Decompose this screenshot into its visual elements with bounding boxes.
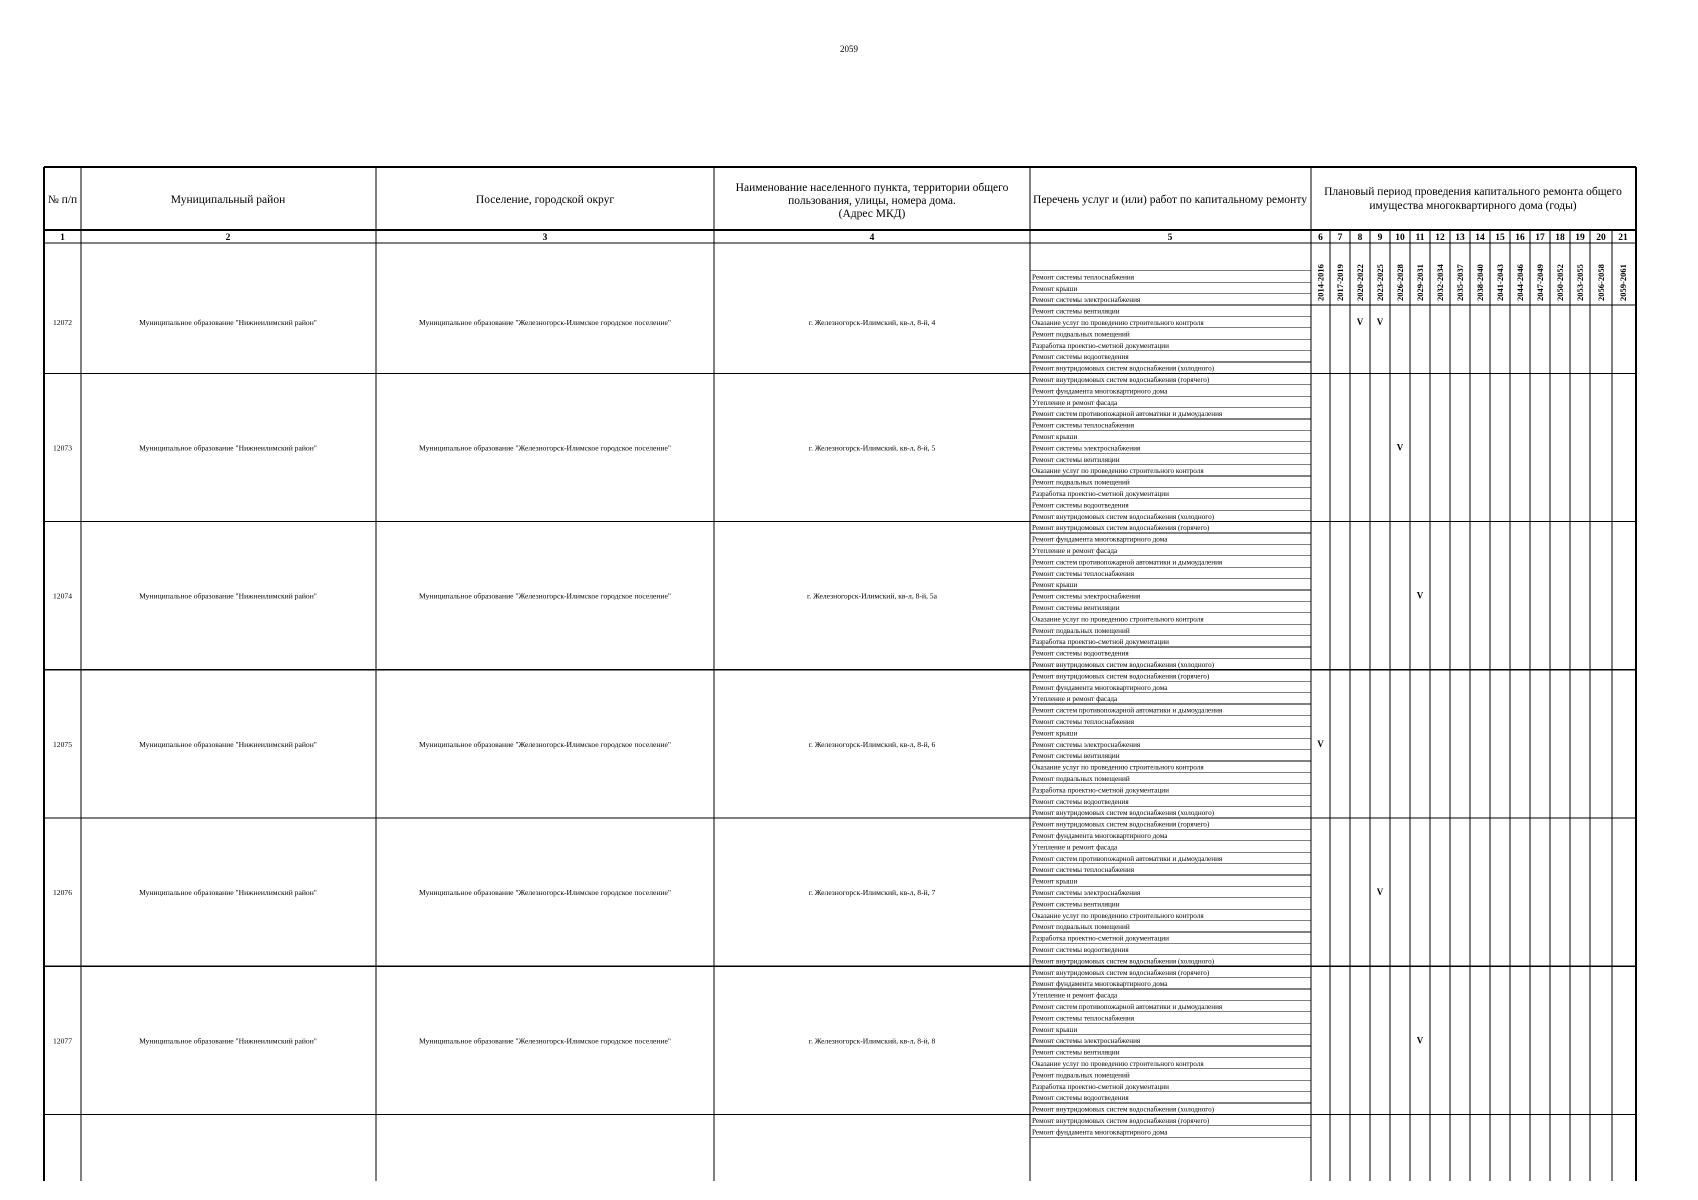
row-district: Муниципальное образование "Нижнеилимский район" (139, 443, 317, 453)
column-number: 7 (1337, 233, 1343, 243)
row-address: г. Железногорск-Илимский, кв-л, 8-й, 7 (808, 888, 936, 898)
row-address: г. Железногорск-Илимский, кв-л, 8-й, 5 (808, 443, 936, 453)
work-item: Ремонт системы электроснабжения (1032, 1037, 1141, 1046)
period-label: 2041-2043 (1495, 264, 1505, 301)
row-settlement: Муниципальное образование "Железногорск-Илимское городское поселение" (419, 1036, 671, 1046)
row-address: г. Железногорск-Илимский, кв-л, 8-й, 6 (808, 739, 936, 749)
work-item: Ремонт фундамента многоквартирного дома (1032, 980, 1168, 989)
page-number: 2059 (840, 44, 858, 54)
work-item: Ремонт крыши (1032, 581, 1078, 590)
work-item: Ремонт системы электроснабжения (1032, 592, 1141, 601)
work-item: Ремонт крыши (1032, 1025, 1078, 1034)
work-item: Разработка проектно-сметной документации (1032, 786, 1169, 795)
work-item: Ремонт фундамента многоквартирного дома (1032, 683, 1168, 692)
work-item: Разработка проектно-сметной документации (1032, 1082, 1169, 1091)
row-district: Муниципальное образование "Нижнеилимский район" (139, 888, 317, 898)
work-item: Оказание услуг по проведению строительного контроля (1032, 763, 1204, 772)
work-item: Ремонт фундамента многоквартирного дома (1032, 535, 1168, 544)
work-item: Ремонт систем противопожарной автоматики и дымоудаления (1032, 1003, 1223, 1011)
column-number: 12 (1435, 233, 1445, 243)
work-item: Разработка проектно-сметной документации (1032, 341, 1169, 350)
work-item: Оказание услуг по проведению строительного контроля (1032, 467, 1204, 476)
column-number: 10 (1395, 233, 1405, 243)
work-item: Оказание услуг по проведению строительного контроля (1032, 1060, 1204, 1068)
header-col-no: № п/п (47, 194, 78, 206)
column-number: 8 (1357, 233, 1363, 243)
work-item: Ремонт системы теплоснабжения (1032, 866, 1135, 875)
work-item: Ремонт систем противопожарной автоматики и дымоудаления (1032, 410, 1223, 419)
column-number: 5 (1167, 233, 1173, 243)
work-item: Ремонт фундамента многоквартирного дома (1032, 832, 1168, 840)
work-item: Утепление и ремонт фасада (1032, 547, 1118, 555)
work-item: Ремонт системы вентиляции (1032, 455, 1120, 464)
row-settlement: Муниципальное образование "Железногорск-Илимское городское поселение" (419, 318, 671, 328)
row-number: 12073 (53, 443, 72, 453)
period-label: 2056-2058 (1596, 264, 1606, 301)
row-address: г. Железногорск-Илимский, кв-л, 8-й, 5а (807, 591, 937, 601)
row-settlement: Муниципальное образование "Железногорск-Илимское городское поселение" (419, 443, 671, 453)
period-label: 2044-2046 (1515, 264, 1525, 301)
row-address: г. Железногорск-Илимский, кв-л, 8-й, 4 (808, 318, 936, 328)
period-label: 2023-2025 (1375, 264, 1385, 301)
row-district: Муниципальное образование "Нижнеилимский район" (139, 591, 317, 601)
work-item: Ремонт системы электроснабжения (1032, 740, 1141, 749)
work-item: Ремонт подвальных помещений (1032, 626, 1130, 635)
column-number: 16 (1515, 233, 1525, 243)
row-number: 12074 (53, 591, 72, 601)
work-item: Ремонт подвальных помещений (1032, 923, 1130, 932)
work-item: Разработка проектно-сметной документации (1032, 934, 1169, 943)
work-item: Ремонт крыши (1032, 877, 1078, 886)
work-item: Утепление и ремонт фасада (1032, 695, 1118, 704)
work-item: Ремонт внутридомовых систем водоснабжения (горячего) (1032, 376, 1210, 384)
work-item: Разработка проектно-сметной документации (1032, 638, 1169, 647)
work-item: Ремонт системы водоотведения (1032, 649, 1129, 658)
period-mark: V (1376, 317, 1384, 328)
column-number: 18 (1555, 233, 1565, 243)
period-mark: V (1356, 317, 1364, 328)
work-item: Ремонт системы теплоснабжения (1032, 569, 1135, 578)
column-number: 2 (225, 233, 231, 243)
row-number: 12076 (53, 888, 72, 898)
row-number: 12075 (53, 739, 72, 749)
work-item: Ремонт системы вентиляции (1032, 604, 1120, 612)
column-number: 1 (60, 233, 65, 243)
period-mark: V (1416, 590, 1424, 601)
work-item: Оказание услуг по проведению строительного контроля (1032, 319, 1204, 327)
work-item: Ремонт внутридомовых систем водоснабжения (горячего) (1032, 820, 1210, 829)
row-settlement: Муниципальное образование "Железногорск-Илимское городское поселение" (419, 739, 671, 749)
period-label: 2035-2037 (1455, 264, 1465, 301)
work-item: Ремонт системы теплоснабжения (1032, 718, 1135, 726)
row-number: 12077 (53, 1036, 72, 1046)
period-label: 2032-2034 (1435, 264, 1445, 301)
work-item: Ремонт системы водоотведения (1032, 797, 1129, 806)
period-label: 2038-2040 (1475, 264, 1485, 301)
work-item: Ремонт системы электроснабжения (1032, 444, 1141, 453)
period-label: 2017-2019 (1335, 264, 1345, 301)
header-col-works: Перечень услуг и (или) работ по капитальному ремонту (1033, 194, 1307, 206)
header-col-address: пользования, улицы, номера дома. (788, 195, 956, 207)
work-item: Ремонт системы водоотведения (1032, 1094, 1129, 1103)
column-number: 9 (1377, 233, 1383, 243)
period-label: 2026-2028 (1395, 264, 1405, 301)
work-item: Ремонт системы вентиляции (1032, 307, 1120, 316)
work-item: Ремонт системы вентиляции (1032, 900, 1120, 909)
work-item: Ремонт внутридомовых систем водоснабжения (горячего) (1032, 524, 1210, 533)
period-label: 2059-2061 (1618, 264, 1628, 301)
work-item: Ремонт системы вентиляции (1032, 1048, 1120, 1057)
work-item: Ремонт систем противопожарной автоматики и дымоудаления (1032, 558, 1223, 567)
period-mark: V (1396, 442, 1404, 453)
row-address: г. Железногорск-Илимский, кв-л, 8-й, 8 (808, 1036, 936, 1046)
work-item: Ремонт системы электроснабжения (1032, 889, 1141, 897)
work-item: Ремонт крыши (1032, 729, 1078, 738)
column-number: 13 (1455, 233, 1465, 243)
column-number: 6 (1318, 233, 1323, 243)
work-item: Ремонт систем противопожарной автоматики и дымоудаления (1032, 706, 1223, 715)
column-number: 15 (1495, 233, 1505, 243)
work-item: Ремонт внутридомовых систем водоснабжения (горячего) (1032, 672, 1210, 681)
work-item: Ремонт крыши (1032, 433, 1078, 441)
work-item: Ремонт внутридомовых систем водоснабжения (холодного) (1032, 809, 1215, 818)
column-number: 14 (1475, 233, 1485, 243)
work-item: Ремонт подвальных помещений (1032, 1071, 1130, 1080)
work-item: Ремонт внутридомовых систем водоснабжения (холодного) (1032, 512, 1215, 521)
row-district: Муниципальное образование "Нижнеилимский район" (139, 739, 317, 749)
column-number: 21 (1618, 233, 1628, 243)
header-col-settlement: Поселение, городской округ (475, 194, 615, 206)
column-number: 20 (1596, 233, 1606, 243)
period-label: 2050-2052 (1555, 264, 1565, 301)
work-item: Ремонт подвальных помещений (1032, 478, 1130, 487)
work-item: Ремонт системы водоотведения (1032, 501, 1129, 510)
column-number: 11 (1415, 233, 1425, 243)
work-item: Разработка проектно-сметной документации (1032, 490, 1169, 498)
column-number: 4 (869, 233, 875, 243)
row-district: Муниципальное образование "Нижнеилимский район" (139, 1036, 317, 1046)
work-item: Ремонт фундамента многоквартирного дома (1032, 1128, 1168, 1137)
row-district: Муниципальное образование "Нижнеилимский район" (139, 318, 317, 328)
work-item: Оказание услуг по проведению строительного контроля (1032, 615, 1204, 624)
work-item: Ремонт подвальных помещений (1032, 330, 1130, 339)
work-item: Утепление и ремонт фасада (1032, 398, 1118, 407)
work-item: Ремонт фундамента многоквартирного дома (1032, 387, 1168, 396)
header-col-district: Муниципальный район (170, 194, 286, 206)
header-col-address: (Адрес МКД) (838, 208, 906, 220)
work-item: Ремонт системы теплоснабжения (1032, 273, 1135, 282)
work-item: Ремонт систем противопожарной автоматики и дымоудаления (1032, 854, 1223, 863)
period-label: 2053-2055 (1575, 264, 1585, 301)
work-item: Утепление и ремонт фасада (1032, 991, 1118, 1000)
period-label: 2047-2049 (1535, 264, 1545, 301)
work-item: Ремонт внутридомовых систем водоснабжения (холодного) (1032, 1105, 1215, 1114)
work-item: Ремонт внутридомовых систем водоснабжения (холодного) (1032, 661, 1215, 669)
work-item: Ремонт системы водоотведения (1032, 353, 1129, 362)
column-number: 19 (1575, 233, 1585, 243)
period-mark: V (1376, 887, 1384, 898)
period-label: 2020-2022 (1355, 264, 1365, 301)
work-item: Ремонт крыши (1032, 284, 1078, 293)
work-item: Ремонт внутридомовых систем водоснабжения (холодного) (1032, 364, 1215, 373)
work-item: Ремонт внутридомовых систем водоснабжения (горячего) (1032, 1117, 1210, 1125)
period-mark: V (1317, 738, 1324, 749)
work-item: Оказание услуг по проведению строительного контроля (1032, 911, 1204, 920)
period-label: 2014-2016 (1315, 264, 1326, 301)
column-number: 17 (1535, 233, 1545, 243)
work-item: Ремонт внутридомовых систем водоснабжения (холодного) (1032, 957, 1215, 966)
work-item: Утепление и ремонт фасада (1032, 843, 1118, 852)
work-item: Ремонт системы теплоснабжения (1032, 1014, 1135, 1023)
period-label: 2029-2031 (1415, 264, 1425, 301)
work-item: Ремонт системы водоотведения (1032, 946, 1129, 954)
column-number: 3 (542, 233, 548, 243)
work-item: Ремонт внутридомовых систем водоснабжения (горячего) (1032, 968, 1210, 977)
header-col-period: имущества многоквартирного дома (годы) (1369, 200, 1577, 212)
row-number: 12072 (53, 318, 72, 328)
work-item: Ремонт системы теплоснабжения (1032, 421, 1135, 430)
work-item: Ремонт системы вентиляции (1032, 752, 1120, 761)
work-item: Ремонт системы электроснабжения (1032, 296, 1141, 305)
period-mark: V (1416, 1035, 1424, 1046)
row-settlement: Муниципальное образование "Железногорск-Илимское городское поселение" (419, 888, 671, 898)
row-settlement: Муниципальное образование "Железногорск-Илимское городское поселение" (419, 591, 671, 601)
header-col-period: Плановый период проведения капитального ремонта общего (1324, 186, 1622, 198)
work-item: Ремонт подвальных помещений (1032, 775, 1130, 783)
header-col-address: Наименование населенного пункта, территории общего (735, 182, 1009, 194)
